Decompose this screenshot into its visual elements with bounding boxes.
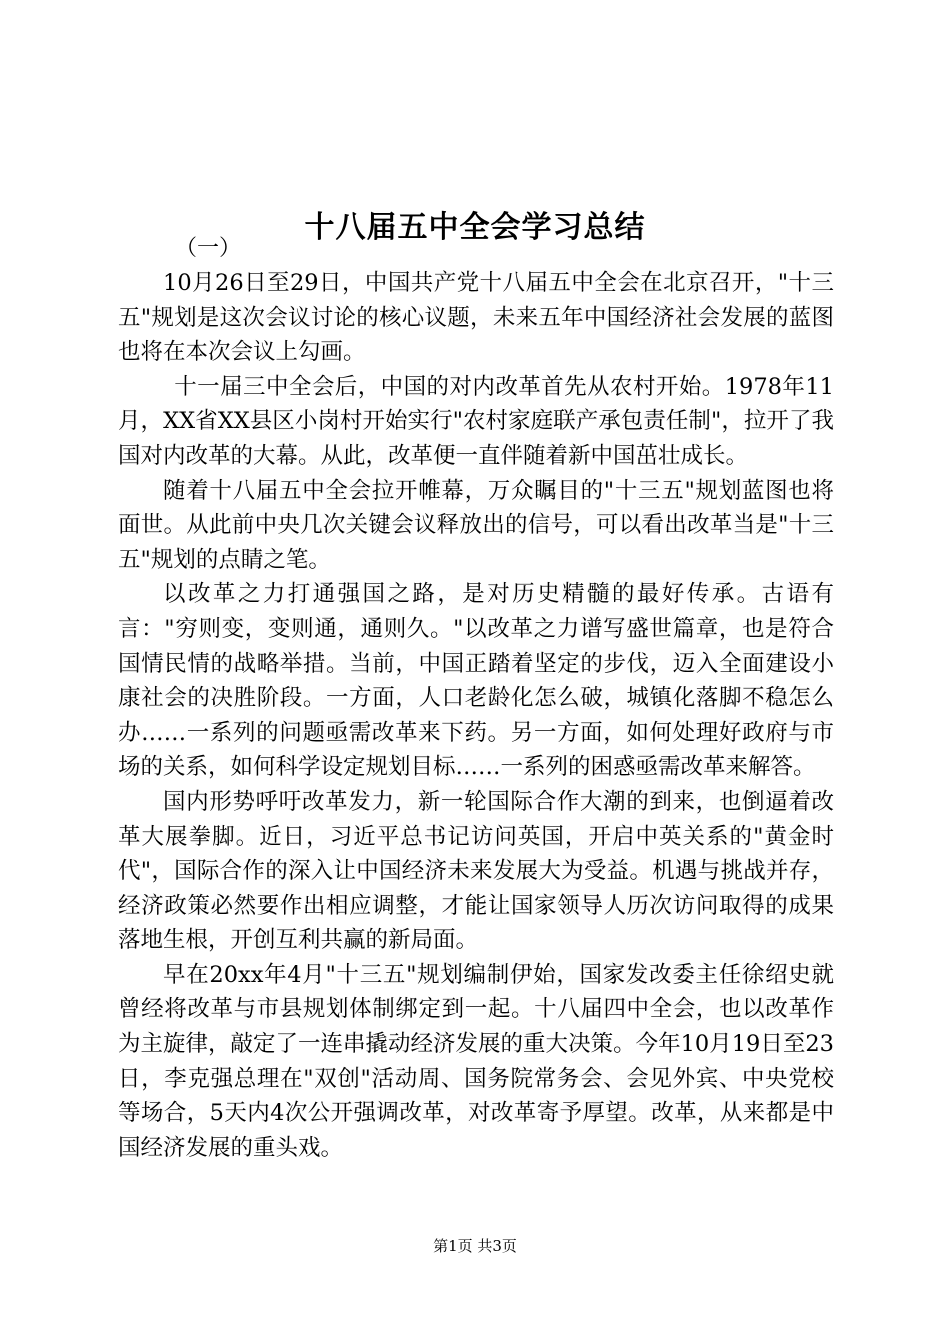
paragraph: 国内形势呼吁改革发力，新一轮国际合作大潮的到来，也倒逼着改革大展拳脚。近日，习近平总书记访问英国，开启中英关系的"黄金时代"，国际合作的深入让中国经济未来发展大为受益。机遇与挑战并存，经济政策必然要作出相应调整，才能让国家领导人历次访问取得的成果落地生根，开创互利共赢的新局面。 [118,788,834,954]
paragraph: 以改革之力打通强国之路，是对历史精髓的最好传承。古语有言："穷则变，变则通，通则久。"以改革之力谱写盛世篇章，也是符合国情民情的战略举措。当前，中国正踏着坚定的步伐，迈入全面建设小康社会的决胜阶段。一方面，人口老龄化怎么破，城镇化落脚不稳怎么办……一系列的问题亟需改革来下药。另一方面，如何处理好政府与市场的关系，如何科学设定规划目标……一系列的困惑亟需改革来解答。 [118,581,834,781]
document-body [118,266,834,1165]
section-label: （一） [175,236,242,261]
paragraph: 十一届三中全会后，中国的对内改革首先从农村开始。1978年11月，XX省XX县区小岗村开始实行"农村家庭联产承包责任制"，拉开了我国对内改革的大幕。从此，改革便一直伴随着新中国茁壮成长。 [118,373,834,469]
paragraph: 早在20xx年4月"十三五"规划编制伊始，国家发改委主任徐绍史就曾经将改革与市县规划体制绑定到一起。十八届四中全会，也以改革作为主旋律，敲定了一连串撬动经济发展的重大决策。今年10月19日至23日，李克强总理在"双创"活动周、国务院常务会、会见外宾、中央党校等场合，5天内4次公开强调改革，对改革寄予厚望。改革，从来都是中国经济发展的重头戏。 [118,961,834,1161]
document-title: 十八届五中全会学习总结 [304,210,646,246]
paragraph: 随着十八届五中全会拉开帷幕，万众瞩目的"十三五"规划蓝图也将面世。从此前中央几次关键会议释放出的信号，可以看出改革当是"十三五"规划的点睛之笔。 [118,477,834,573]
page-footer: 第1页 共3页 [433,1237,517,1255]
paragraph: 10月26日至29日，中国共产党十八届五中全会在北京召开，"十三五"规划是这次会议讨论的核心议题，未来五年中国经济社会发展的蓝图也将在本次会议上勾画。 [118,270,834,366]
